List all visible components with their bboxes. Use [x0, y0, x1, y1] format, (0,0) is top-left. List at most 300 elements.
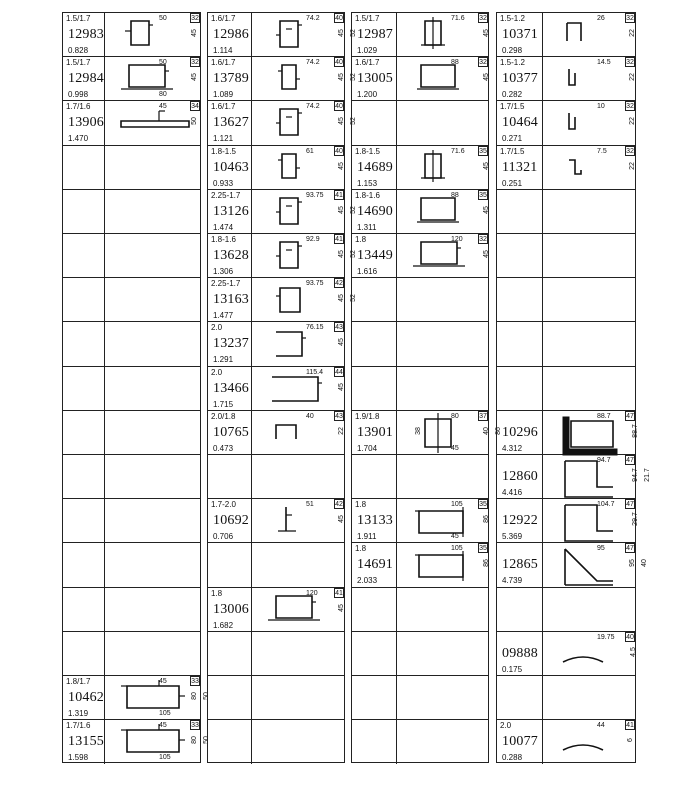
profile-row [63, 101, 200, 145]
profile-drawing [557, 545, 627, 585]
page-number-box: 41 [626, 722, 634, 730]
profile-weight: 0.175 [502, 664, 523, 674]
profile-drawing [266, 15, 336, 55]
drawing-cell [397, 322, 488, 365]
code-cell [497, 146, 543, 189]
empty-row [497, 278, 635, 322]
profile-code: 10462 [68, 690, 104, 705]
drawing-cell [397, 455, 488, 498]
wall-thickness: 1.9/1.8 [355, 411, 380, 421]
profile-row [349, 57, 490, 101]
code-cell [497, 234, 543, 277]
code-cell [497, 322, 543, 365]
page-number-box: 42 [335, 280, 343, 288]
profile-outline [419, 555, 463, 577]
empty-row [63, 278, 200, 322]
wall-thickness: 1.8-1.5 [211, 146, 236, 156]
dimension-label-w: 50 [159, 59, 167, 67]
profile-weight: 1.089 [213, 90, 234, 100]
dimension-label-h: 45 [337, 29, 345, 37]
dimension-label-h: 45 [482, 161, 490, 170]
profile-weight: 1.598 [68, 753, 89, 763]
drawing-cell [105, 234, 200, 277]
profile-outline [276, 332, 302, 356]
page-number-box: 40 [335, 103, 343, 111]
drawing-cell [105, 543, 200, 586]
wall-thickness: 1.5-1.2 [500, 14, 525, 23]
dimension-label-h: 45 [190, 73, 198, 82]
profile-weight: 1.319 [68, 709, 89, 718]
profile-outline [421, 198, 455, 220]
profile-weight: 1.114 [213, 46, 233, 55]
drawing-cell [397, 720, 488, 764]
drawing-cell [252, 720, 344, 764]
code-cell [208, 278, 252, 321]
dimension-label-h: 45 [482, 73, 490, 82]
dimension-label-h: 4.5 [629, 646, 637, 657]
profile-row [208, 146, 344, 190]
page-number-box: 40 [335, 59, 343, 67]
dimension-label-h2: 86 [494, 426, 502, 435]
page-number-box: 32 [479, 236, 487, 243]
drawing-cell [105, 278, 200, 321]
dimension-label-w2: 105 [159, 710, 171, 717]
dimension-label-w: 74.2 [306, 103, 320, 111]
profile-outline [131, 21, 149, 45]
wall-thickness: 1.7/1.6 [66, 721, 91, 731]
drawing-cell [252, 190, 357, 233]
code-cell [497, 190, 543, 233]
drawing-cell [105, 411, 200, 454]
code-cell [63, 543, 105, 586]
profile-row [208, 367, 344, 411]
profile-code: 13126 [213, 203, 249, 219]
profile-weight: 1.470 [68, 134, 89, 144]
code-cell [63, 676, 105, 719]
page-number-box: 47 [626, 457, 634, 464]
drawing-cell [105, 632, 200, 675]
page-number-box: 40 [626, 633, 634, 641]
code-cell [63, 411, 105, 454]
profile-drawing [557, 59, 627, 99]
empty-row [497, 588, 635, 632]
drawing-cell [105, 57, 200, 100]
drawing-cell [252, 101, 357, 144]
code-cell [497, 588, 543, 631]
drawing-cell [543, 411, 639, 454]
empty-row [352, 632, 488, 676]
profile-weight: 4.312 [502, 443, 523, 453]
drawing-cell [105, 190, 200, 233]
drawing-cell [543, 13, 635, 56]
empty-row [63, 632, 200, 676]
dimension-label-w: 45 [159, 722, 167, 730]
page-number-box: 43 [335, 324, 343, 332]
dimension-label-w: 7.5 [597, 147, 607, 155]
empty-row [352, 588, 488, 632]
dimension-label-w2: 45 [451, 533, 459, 541]
wall-thickness: 1.5/1.7 [355, 14, 380, 23]
dimension-label-h: 22 [628, 161, 636, 170]
empty-row [63, 588, 200, 632]
drawing-cell [105, 455, 200, 498]
dimension-label-w: 92.9 [306, 236, 320, 243]
code-cell [63, 632, 105, 675]
profile-outline [419, 511, 463, 533]
drawing-cell [397, 588, 488, 631]
page-number-box: 32 [626, 59, 634, 67]
dimension-label-w: 88.7 [597, 412, 611, 420]
code-cell [352, 499, 397, 542]
page-number-box: 32 [626, 103, 634, 111]
drawing-cell [397, 190, 488, 233]
code-cell [208, 411, 252, 454]
profile-drawing [119, 103, 189, 143]
profile-outline [569, 69, 575, 85]
page-number-box: 32 [479, 59, 487, 67]
page-number-box: 33 [191, 678, 199, 685]
page-number-box: 33 [191, 722, 199, 730]
dimension-label-w: 88 [451, 59, 459, 67]
profile-outline [421, 65, 455, 87]
dimension-label-h2: 52 [349, 29, 357, 37]
profile-outline [276, 596, 312, 618]
profile-outline [565, 505, 613, 541]
code-cell [208, 367, 252, 410]
profile-row [497, 632, 635, 676]
profile-row [208, 411, 344, 455]
page-number-box: 35 [479, 545, 487, 553]
dimension-label-h2: 40 [640, 559, 648, 568]
wall-thickness: 1.6/1.7 [211, 58, 236, 68]
drawing-cell [252, 632, 344, 675]
dimension-label-h: 45 [337, 205, 345, 214]
dimension-label-w: 88 [451, 191, 459, 199]
profile-drawing [557, 413, 627, 453]
profile-row [497, 455, 651, 499]
profile-code: 10765 [213, 424, 249, 440]
wall-thickness: 1.7-2.0 [211, 500, 236, 510]
code-cell [352, 720, 397, 764]
profile-code: 12987 [357, 27, 393, 42]
profile-drawing [557, 722, 627, 762]
profile-drawing [411, 501, 481, 541]
profile-code: 13133 [357, 513, 393, 529]
dimension-label-h2: 21.7 [643, 468, 651, 482]
profile-code: 14690 [357, 203, 393, 219]
profile-outline [569, 160, 581, 174]
drawing-cell [543, 676, 635, 719]
profile-weight: 0.933 [213, 178, 234, 188]
empty-row [497, 676, 635, 720]
profile-weight: 0.298 [502, 46, 523, 55]
dimension-label-h: 22 [628, 73, 636, 82]
drawing-cell [105, 676, 210, 719]
code-cell [208, 455, 252, 498]
profile-weight: 1.200 [357, 90, 378, 100]
profile-row [208, 499, 344, 543]
catalog-column [207, 12, 357, 763]
code-cell [349, 13, 397, 56]
dimension-label-w: 115.4 [306, 368, 323, 376]
dimension-label-w: 61 [306, 147, 314, 155]
profile-code: 14691 [357, 557, 393, 573]
profile-weight: 1.306 [213, 267, 234, 276]
page-number-box: 35 [479, 191, 487, 199]
wall-thickness: 1.5/1.7 [66, 58, 91, 68]
drawing-cell [105, 101, 200, 144]
profile-arc [563, 657, 603, 662]
profile-row [208, 234, 357, 278]
profile-weight: 1.121 [213, 134, 234, 144]
empty-row [497, 367, 635, 411]
profile-weight: 1.291 [213, 355, 234, 365]
profile-weight: 0.251 [502, 178, 523, 188]
wall-thickness: 1.8-1.6 [211, 235, 236, 244]
profile-drawing [557, 501, 627, 541]
dimension-label-h: 45 [337, 161, 345, 170]
profile-row [349, 234, 490, 278]
drawing-cell [252, 588, 344, 631]
profile-weight: 1.911 [357, 532, 377, 542]
page-number-box: 41 [335, 191, 343, 199]
profile-drawing [266, 280, 336, 320]
profile-weight: 0.473 [213, 443, 234, 453]
dimension-label-h: 95 [628, 559, 636, 568]
profile-outline [282, 154, 296, 178]
empty-row [497, 322, 635, 366]
dimension-label-w: 95 [597, 545, 605, 553]
wall-thickness: 1.8 [355, 544, 367, 554]
code-cell [349, 278, 397, 321]
drawing-cell [397, 13, 488, 56]
wall-thickness: 1.6/1.7 [211, 102, 236, 112]
drawing-cell [397, 676, 488, 719]
page-number-box: 43 [335, 412, 343, 420]
profile-outline [280, 242, 298, 268]
profile-drawing [266, 103, 336, 143]
code-cell [352, 676, 397, 719]
profile-drawing [119, 59, 189, 99]
profile-drawing [557, 15, 627, 55]
dimension-label-h: 45 [337, 382, 345, 391]
profile-code: 13163 [213, 292, 249, 308]
dimension-label-w: 71.6 [451, 147, 465, 155]
code-cell [63, 101, 105, 144]
dimension-label-h2: 50 [202, 736, 210, 745]
code-cell [208, 13, 252, 56]
dimension-label-h2: 52 [349, 73, 357, 82]
code-cell [63, 322, 105, 365]
dimension-label-w: 80 [451, 412, 459, 420]
drawing-cell [397, 146, 488, 189]
page-number-box: 41 [335, 589, 343, 597]
empty-row [63, 499, 200, 543]
profile-drawing [119, 15, 189, 55]
page-number-box: 32 [626, 15, 634, 22]
profile-code: 12865 [502, 557, 538, 573]
profile-weight: 0.271 [502, 134, 523, 144]
dimension-label-h: 45 [337, 250, 345, 258]
wall-thickness: 1.8 [355, 500, 367, 510]
profile-weight: 2.033 [357, 576, 378, 586]
page-number-box: 40 [335, 147, 343, 155]
code-cell [208, 146, 252, 189]
dimension-label-w: 50 [159, 15, 167, 22]
dimension-label-h: 22 [628, 29, 636, 37]
code-cell [497, 720, 543, 764]
profile-weight: 4.416 [502, 488, 523, 497]
profile-outline [276, 425, 296, 439]
empty-row [497, 190, 635, 234]
drawing-cell [252, 499, 344, 542]
dimension-label-h: 45 [337, 294, 345, 303]
dimension-label-h2: 52 [349, 250, 357, 258]
profile-code: 13005 [357, 71, 393, 87]
code-cell [63, 190, 105, 233]
dimension-label-h: 45 [482, 29, 490, 37]
profile-drawing [411, 236, 481, 276]
wall-thickness: 2.0 [211, 367, 223, 377]
empty-row [208, 543, 344, 587]
page-number-box: 37 [479, 412, 487, 420]
profile-weight: 5.369 [502, 532, 523, 542]
profile-code: 13901 [357, 424, 393, 440]
profile-row [63, 57, 200, 101]
profile-weight: 1.477 [213, 311, 234, 321]
code-cell [352, 455, 397, 498]
page-number-box: 32 [191, 15, 199, 22]
profile-row [497, 146, 635, 190]
dimension-label-w: 26 [597, 15, 605, 22]
dimension-label-w: 74.2 [306, 59, 320, 67]
empty-row [63, 411, 200, 455]
profile-code: 13628 [213, 248, 249, 263]
profile-drawing [557, 103, 627, 143]
profile-outline [569, 113, 575, 129]
dimension-label-w: 51 [306, 501, 314, 509]
profile-code: 10371 [502, 27, 538, 42]
drawing-cell [105, 499, 200, 542]
dimension-label-h: 45 [337, 338, 345, 347]
wall-thickness: 1.5/1.7 [66, 14, 91, 23]
profile-outline [571, 421, 613, 447]
profile-weight: 1.029 [357, 46, 378, 55]
profile-weight: 1.704 [357, 443, 378, 453]
page-number-box: 40 [335, 15, 343, 22]
profile-row [208, 190, 357, 234]
wall-thickness: 2.25-1.7 [211, 190, 241, 200]
profile-code: 10692 [213, 513, 249, 529]
code-cell [63, 455, 105, 498]
dimension-label-h: 45 [482, 250, 490, 258]
profile-weight: 4.739 [502, 576, 523, 586]
drawing-cell [105, 322, 200, 365]
empty-row [63, 190, 200, 234]
code-cell [63, 720, 105, 764]
profile-row [497, 13, 635, 57]
code-cell [497, 367, 543, 410]
drawing-cell [543, 322, 635, 365]
profile-weight: 1.311 [357, 222, 377, 232]
code-cell [352, 146, 397, 189]
profile-code: 12922 [502, 513, 538, 529]
profile-code: 10296 [502, 424, 538, 440]
profile-drawing [557, 634, 627, 674]
drawing-cell [543, 278, 635, 321]
dimension-label-h: 86 [482, 559, 490, 568]
drawing-cell [105, 367, 200, 410]
profile-row [349, 13, 490, 57]
drawing-cell [252, 57, 357, 100]
dimension-label-w: 120 [451, 236, 463, 243]
profile-outline [421, 242, 457, 264]
profile-code: 10463 [213, 159, 249, 175]
profile-outline [280, 109, 298, 135]
profile-code: 12860 [502, 469, 538, 484]
profile-code: 13789 [213, 71, 249, 87]
dimension-label-w: 120 [306, 589, 318, 597]
dimension-label-h: 80 [190, 692, 198, 700]
profile-weight: 1.474 [213, 222, 234, 232]
profile-drawing [557, 148, 627, 188]
drawing-cell [252, 367, 344, 410]
dimension-label-w: 14.5 [597, 59, 611, 67]
dimension-label-w: 19.75 [597, 633, 615, 641]
drawing-cell [543, 101, 635, 144]
profile-code: 13237 [213, 336, 249, 352]
code-cell [352, 322, 397, 365]
profile-row [497, 499, 639, 543]
profile-drawing [266, 413, 336, 453]
drawing-cell [543, 455, 651, 498]
wall-thickness: 1.6/1.7 [211, 14, 236, 23]
code-cell [497, 13, 543, 56]
drawing-cell [105, 588, 200, 631]
wall-thickness: 1.5-1.2 [500, 58, 525, 68]
dimension-label-w: 105 [451, 545, 463, 553]
dimension-label-w: 93.75 [306, 280, 324, 288]
profile-outline [280, 21, 298, 47]
empty-row [352, 455, 488, 499]
dimension-label-w: 71.6 [451, 15, 465, 22]
empty-row [352, 322, 488, 366]
code-cell [63, 278, 105, 321]
page-number-box: 47 [626, 501, 634, 509]
dimension-label-h: 50 [190, 117, 198, 126]
code-cell [497, 543, 543, 586]
wall-thickness: 2.0 [500, 721, 512, 731]
profile-code: 13155 [68, 734, 104, 750]
empty-row [352, 367, 488, 411]
profile-code: 11321 [502, 159, 538, 175]
profile-outline [280, 198, 298, 224]
dimension-label-h: 94.7 [631, 468, 639, 482]
profile-drawing [119, 722, 189, 762]
code-cell [63, 146, 105, 189]
empty-row [208, 455, 344, 499]
code-cell [208, 588, 252, 631]
wall-thickness: 1.8 [211, 588, 223, 598]
dimension-label-h: 40 [482, 426, 490, 435]
code-cell [349, 190, 397, 233]
page-number-box: 41 [335, 236, 343, 243]
dimension-label-h: 86 [482, 515, 490, 524]
drawing-cell [543, 720, 635, 764]
code-cell [208, 676, 252, 719]
empty-row [349, 278, 488, 322]
code-cell [497, 455, 543, 498]
